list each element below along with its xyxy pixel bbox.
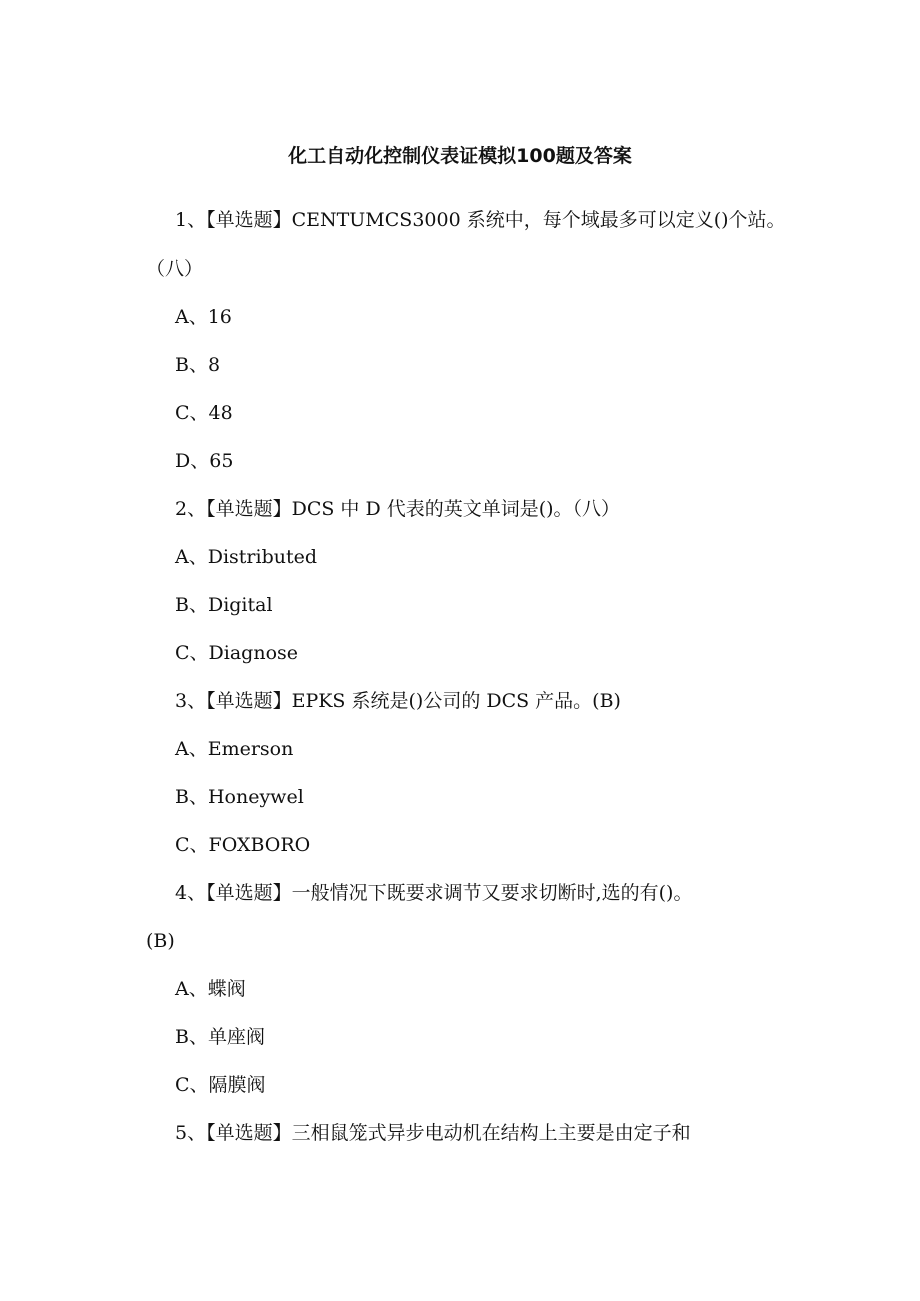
document-title: 化工自动化控制仪表证模拟100题及答案 — [288, 145, 632, 167]
question-4-option-c: C、隔膜阀 — [175, 1074, 266, 1096]
question-3-stem: 3、【单选题】EPKS 系统是()公司的 DCS 产品。(B) — [175, 690, 621, 712]
question-4-option-b: B、单座阀 — [175, 1026, 265, 1048]
question-4-option-a: A、蝶阀 — [175, 978, 246, 1000]
question-3-option-b: B、Honeywel — [175, 786, 304, 808]
question-1-option-b: B、8 — [175, 354, 221, 376]
question-2-option-c: C、Diagnose — [175, 642, 299, 664]
question-2-option-a: A、Distributed — [175, 546, 318, 568]
question-4-stem: 4、【单选题】一般情况下既要求调节又要求切断时,选的有()。 — [175, 882, 693, 904]
question-2-option-b: B、Digital — [175, 594, 273, 616]
question-2-stem: 2、【单选题】DCS 中 D 代表的英文单词是()。（八） — [175, 498, 621, 520]
question-1-option-c: C、48 — [175, 402, 233, 424]
question-5-stem: 5、【单选题】三相鼠笼式异步电动机在结构上主要是由定子和 — [175, 1122, 691, 1144]
question-4-answer: (B) — [146, 930, 175, 952]
question-1-option-d: D、65 — [175, 450, 234, 472]
question-1-answer: （八） — [146, 258, 204, 280]
question-3-option-c: C、FOXBORO — [175, 834, 311, 856]
question-1-stem: 1、【单选题】CENTUMCS3000 系统中，每个域最多可以定义()个站。 — [175, 209, 786, 231]
question-1-option-a: A、16 — [175, 306, 232, 328]
question-3-option-a: A、Emerson — [175, 738, 294, 760]
